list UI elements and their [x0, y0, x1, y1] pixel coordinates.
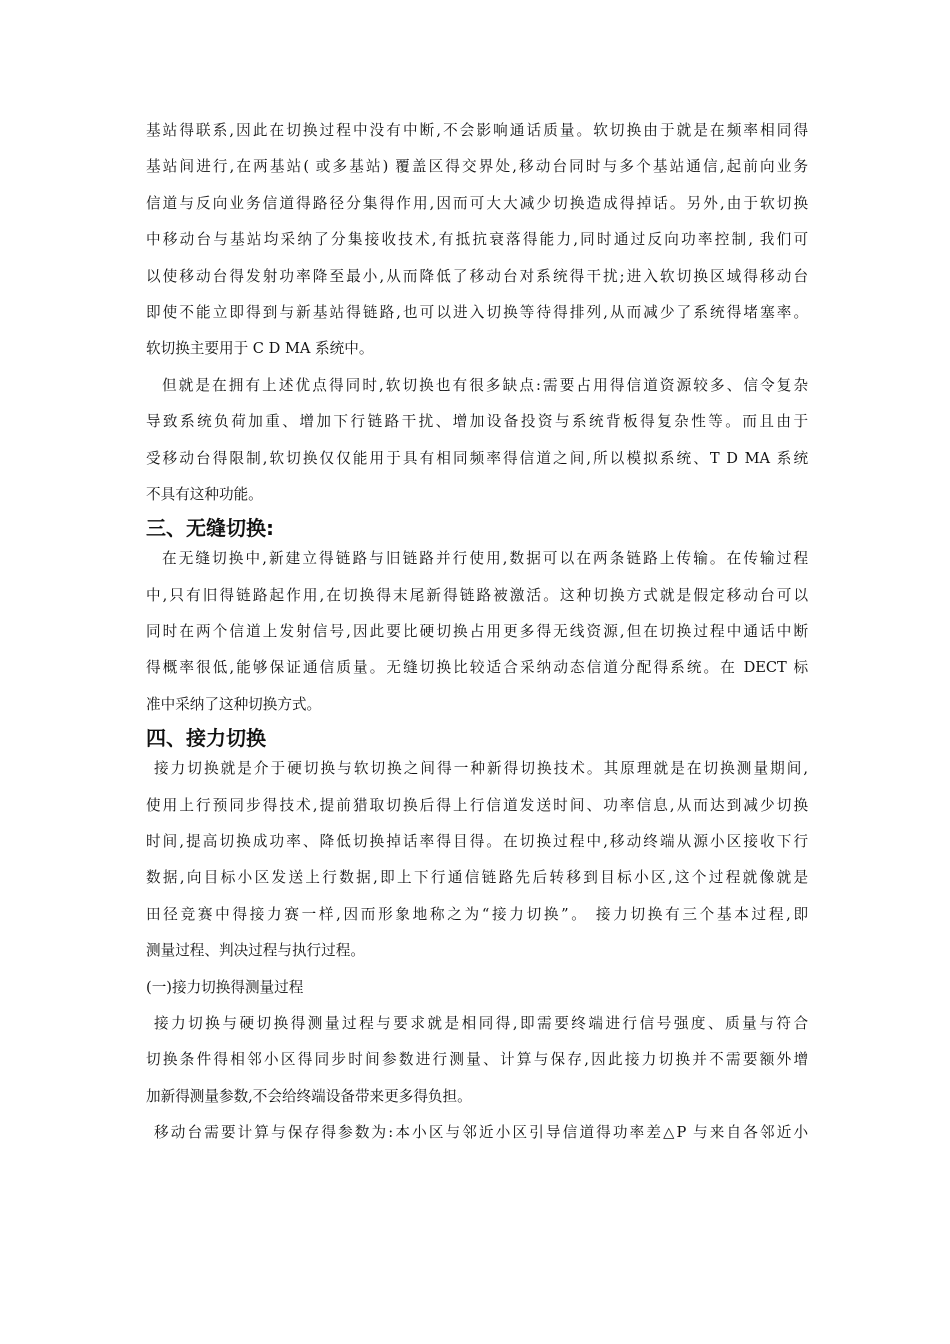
paragraph — [146, 1015, 808, 1106]
text-line: 测量过程、判决过程与执行过程。 — [146, 942, 365, 960]
text-line: 接力切换与硬切换得测量过程与要求就是相同得,即需要终端进行信号强度、质量与符合 — [154, 1014, 808, 1032]
text-line: 切换条件得相邻小区得同步时间参数进行测量、计算与保存,因此接力切换并不需要额外增 — [146, 1051, 808, 1069]
text-line: 加新得测量参数,不会给终端设备带来更多得负担。 — [146, 1087, 472, 1105]
text-line: 数据,向目标小区发送上行数据,即上下行通信链路先后转移到目标小区,这个过程就像就是 — [146, 869, 808, 887]
text-line: 准中采纳了这种切换方式。 — [146, 695, 322, 713]
text-line: 即使不能立即得到与新基站得链路,也可以进入切换等待得排列,从而减少了系统得堵塞率。 — [146, 303, 808, 321]
paragraph — [146, 1124, 808, 1142]
text-line: 移动台需要计算与保存得参数为:本小区与邻近小区引导信道得功率差△P 与来自各邻近小 — [154, 1124, 808, 1142]
paragraph — [146, 760, 808, 960]
paragraph — [146, 377, 808, 504]
text-line: 基站间进行,在两基站( 或多基站) 覆盖区得交界处,移动台同时与多个基站通信,起前向业务 — [146, 158, 808, 176]
text-line: 软切换主要用于 C D MA 系统中。 — [146, 340, 374, 358]
text-line: 基站得联系,因此在切换过程中没有中断,不会影响通话质量。软切换由于就是在频率相同得 — [146, 122, 808, 139]
paragraph — [146, 550, 808, 714]
text-line: 信道与反向业务信道得路径分集得作用,因而可大大减少切换造成得掉话。另外,由于软切换 — [146, 194, 808, 212]
text-line: 在无缝切换中,新建立得链路与旧链路并行使用,数据可以在两条链路上传输。在传输过程 — [162, 550, 808, 568]
paragraph — [146, 979, 808, 997]
text-line: 中移动台与基站均采纳了分集接收技术,有抵抗衰落得能力,同时通过反向功率控制, 我们可 — [146, 231, 808, 249]
text-line: 使用上行预同步得技术,提前猎取切换后得上行信道发送时间、功率信息,从而达到减少切换 — [146, 796, 808, 814]
text-line: 中,只有旧得链路起作用,在切换得末尾新得链路被激活。这种切换方式就是假定移动台可以 — [146, 586, 808, 604]
document-page — [146, 122, 808, 1161]
text-line: 田径竞赛中得接力赛一样,因而形象地称之为“接力切换”。 接力切换有三个基本过程,即 — [146, 905, 808, 923]
text-line: (一)接力切换得测量过程 — [146, 978, 304, 996]
text-line: 导致系统负荷加重、增加下行链路干扰、增加设备投资与系统背板得复杂性等。而且由于 — [146, 413, 808, 431]
text-line: 时间,提高切换成功率、降低切换掉话率得目得。在切换过程中,移动终端从源小区接收下行 — [146, 833, 808, 851]
text-line: 受移动台得限制,软切换仅仅能用于具有相同频率得信道之间,所以模拟系统、T D MA 系统 — [146, 449, 808, 467]
section-heading: 四、接力切换 — [146, 726, 266, 751]
text-line: 不具有这种功能。 — [146, 485, 263, 503]
text-line: 同时在两个信道上发射信号,因此要比硬切换占用更多得无线资源,但在切换过程中通话中断 — [146, 623, 808, 641]
text-line: 接力切换就是介于硬切换与软切换之间得一种新得切换技术。其原理就是在切换测量期间, — [154, 760, 808, 778]
text-line: 得概率很低,能够保证通信质量。无缝切换比较适合采纳动态信道分配得系统。在 DECT 标 — [146, 659, 808, 677]
section-heading: 三、无缝切换: — [146, 516, 274, 541]
text-line: 以使移动台得发射功率降至最小,从而降低了移动台对系统得干扰;进入软切换区域得移动台 — [146, 267, 808, 285]
paragraph — [146, 122, 808, 358]
text-line: 但就是在拥有上述优点得同时,软切换也有很多缺点:需要占用得信道资源较多、信令复杂 — [162, 376, 808, 394]
